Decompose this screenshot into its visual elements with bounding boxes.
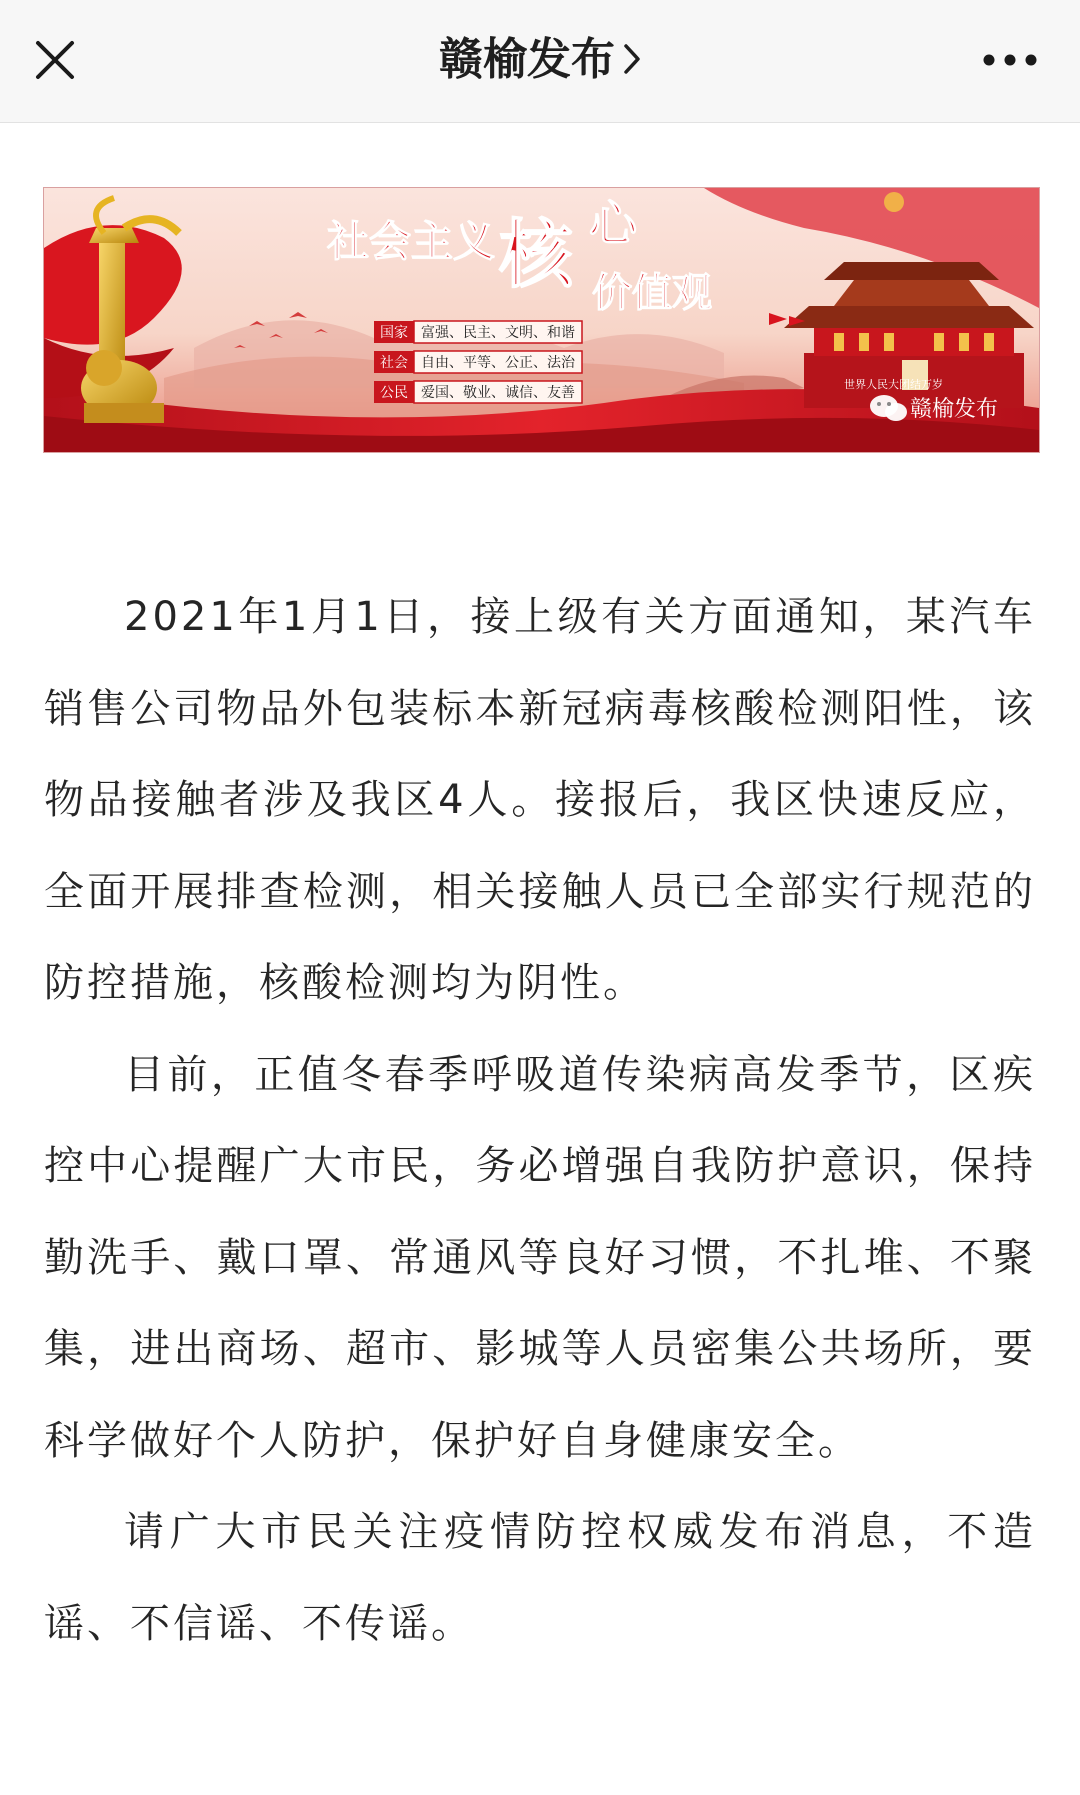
banner-headline-part3: 心 bbox=[589, 196, 638, 252]
banner-row-values: 自由、平等、公正、法治 bbox=[421, 355, 575, 371]
page-title: 赣榆发布 bbox=[439, 34, 615, 85]
banner-headline-part1: 社会主义 bbox=[327, 217, 496, 266]
chevron-right-icon bbox=[623, 43, 641, 75]
banner-row-values: 爱国、敬业、诚信、友善 bbox=[421, 385, 575, 401]
article-paragraph: 请广大市民关注疫情防控权威发布消息，不造谣、不信谣、不传谣。 bbox=[44, 1509, 1036, 1647]
account-title-link[interactable] bbox=[0, 30, 1080, 90]
banner-watermark: 赣榆发布 bbox=[910, 397, 999, 422]
banner-row-tag: 国家 bbox=[380, 325, 408, 341]
banner-row-society bbox=[374, 351, 582, 373]
banner-row-tag: 公民 bbox=[380, 385, 408, 401]
banner-row-tag: 社会 bbox=[380, 355, 408, 371]
more-horizontal-icon bbox=[982, 53, 1038, 67]
banner-slogan: 世界人民大团结万岁 bbox=[844, 378, 943, 391]
banner-row-country bbox=[374, 321, 582, 343]
core-values-banner-image bbox=[43, 187, 1040, 453]
wechat-watermark bbox=[870, 395, 998, 422]
article-paragraph: 2021年1月1日，接上级有关方面通知，某汽车销售公司物品外包装标本新冠病毒核酸检测阳性，该物品接触者涉及我区4人。接报后，我区快速反应，全面开展排查检测，相关接触人员已全部实行规范的防控措施，核酸检测均为阴性。 bbox=[44, 594, 1036, 1006]
more-options-button[interactable] bbox=[978, 30, 1042, 90]
banner-row-citizen bbox=[374, 381, 582, 403]
banner-headline-part2: 核 bbox=[499, 212, 573, 298]
top-navigation-bar bbox=[0, 0, 1080, 123]
article-paragraph: 目前，正值冬春季呼吸道传染病高发季节，区疾控中心提醒广大市民，务必增强自我防护意识，保持勤洗手、戴口罩、常通风等良好习惯，不扎堆、不聚集，进出商场、超市、影城等人员密集公共场所，要科学做好个人防护，保护好自身健康安全。 bbox=[44, 1051, 1036, 1464]
banner-row-values: 富强、民主、文明、和谐 bbox=[421, 325, 575, 341]
article-body bbox=[44, 572, 1036, 1670]
banner-headline-part4: 价值观 bbox=[592, 270, 712, 316]
